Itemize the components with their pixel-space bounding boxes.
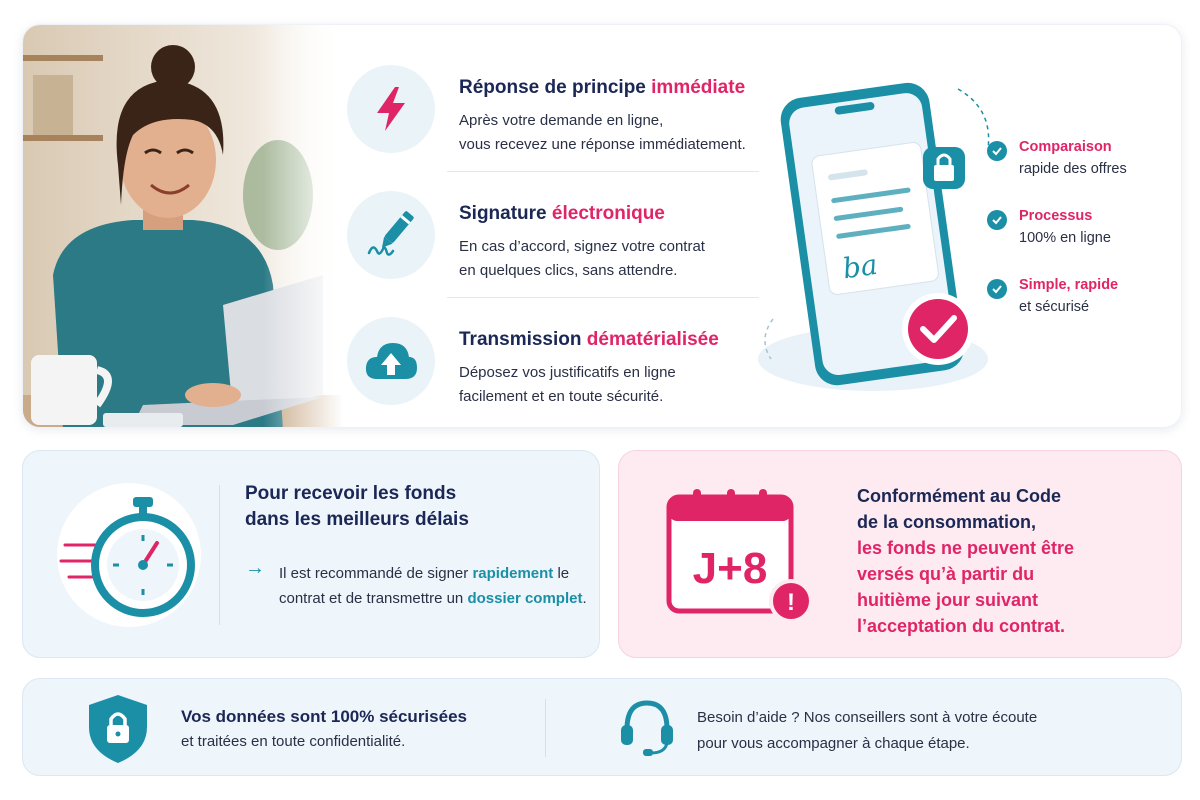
cloud-upload-icon xyxy=(347,317,435,405)
phone-illustration xyxy=(753,69,1003,409)
check-label: 100% en ligne xyxy=(1019,230,1111,246)
consumer-code-intro: Conformément au Code de la consommation, xyxy=(857,486,1062,532)
divider xyxy=(447,171,759,172)
consumer-code-card xyxy=(618,450,1182,658)
check-label-accent: Comparaison xyxy=(1019,139,1112,155)
divider xyxy=(219,485,220,625)
check-circle-icon xyxy=(987,141,1007,161)
funds-timing-card xyxy=(22,450,600,658)
headset-icon xyxy=(619,697,675,759)
feature-description: Après votre demande en ligne, vous recevez une réponse immédiatement. xyxy=(459,112,746,153)
stopwatch-icon xyxy=(57,483,201,627)
svg-text:!: ! xyxy=(787,589,795,616)
feature-description: Déposez vos justificatifs en ligne facilement et en toute sécurité. xyxy=(459,364,676,405)
reassurance-bar xyxy=(22,678,1182,776)
consumer-code-rule: les fonds ne peuvent être versés qu’à partir du huitième jour suivant l’acceptation du contrat. xyxy=(857,538,1075,636)
feature-e-signature xyxy=(347,183,747,303)
check-circle-icon xyxy=(987,279,1007,299)
divider xyxy=(545,699,546,757)
check-label: rapide des offres xyxy=(1019,161,1127,177)
calendar-icon xyxy=(663,487,813,627)
lightning-icon xyxy=(347,65,435,153)
check-label-accent: Simple, rapide xyxy=(1019,277,1119,293)
check-badge xyxy=(908,299,968,359)
feature-description: En cas d’accord, signez votre contrat en quelques clics, sans attendre. xyxy=(459,238,705,279)
divider xyxy=(447,297,759,298)
security-title: Vos données sont 100% sécurisées xyxy=(181,707,467,726)
help-message: Besoin d’aide ? Nos conseillers sont à votre écoute pour vous accompagner à chaque étape. xyxy=(697,709,1038,752)
features-card xyxy=(22,24,1182,428)
pen-signature-icon xyxy=(347,191,435,279)
check-circle-icon xyxy=(987,210,1007,230)
signature-scribble: ba xyxy=(840,247,880,286)
feature-instant-response xyxy=(347,57,747,177)
feature-title: Signature électronique xyxy=(459,203,665,224)
shield-lock-icon xyxy=(85,693,151,765)
funds-recommendation: Il est recommandé de signer rapidement le contrat et de transmettre un dossier complet. xyxy=(279,565,587,607)
check-label: et sécurisé xyxy=(1019,299,1090,315)
security-subtitle: et traitées en toute confidentialité. xyxy=(181,733,406,750)
arrow-right-icon: → xyxy=(245,557,265,579)
feature-title: Transmission dématérialisée xyxy=(459,329,719,350)
funds-title: Pour recevoir les fonds dans les meilleurs délais xyxy=(245,483,469,530)
woman-laptop-photo xyxy=(23,25,343,428)
feature-title: Réponse de principe immédiate xyxy=(459,77,746,98)
check-label-accent: Processus xyxy=(1019,208,1093,224)
calendar-label: J+8 xyxy=(692,544,768,593)
feature-paperless-transmission xyxy=(347,309,747,428)
